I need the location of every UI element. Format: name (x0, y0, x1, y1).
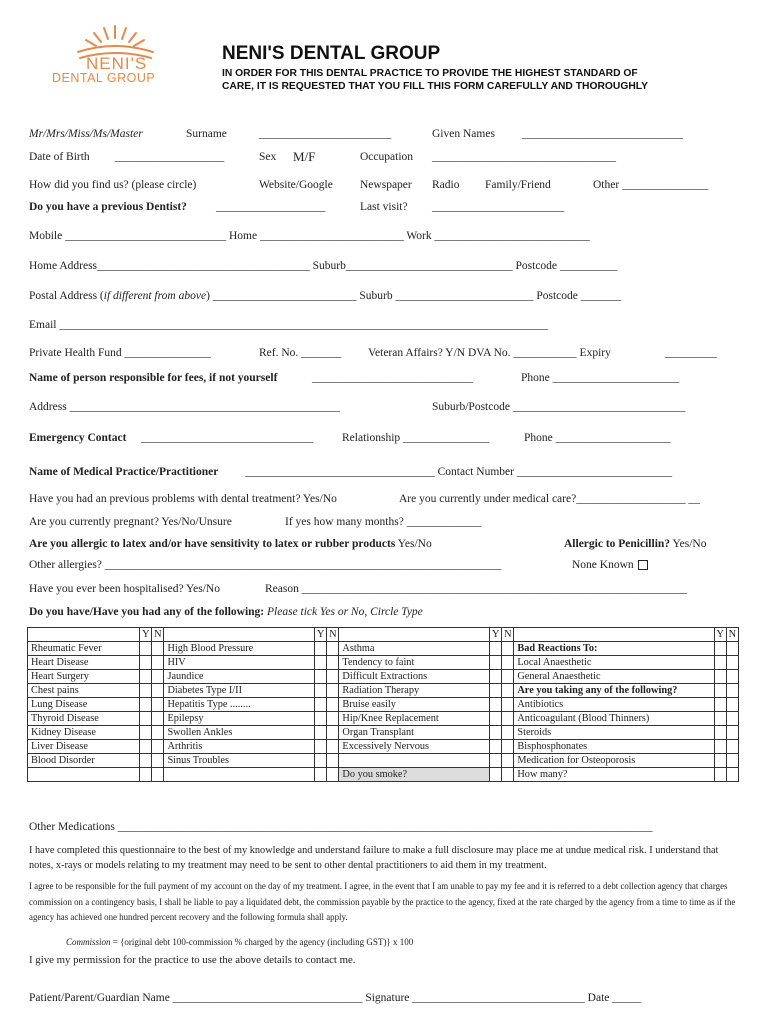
page-subtitle-line-1: IN ORDER FOR THIS DENTAL PRACTICE TO PROVIDE THE HIGHEST STANDARD OF (222, 68, 638, 79)
yes-checkbox-cell[interactable] (490, 768, 502, 782)
yes-checkbox-cell[interactable] (315, 768, 327, 782)
no-checkbox-cell[interactable] (502, 726, 514, 740)
no-checkbox-cell[interactable] (152, 656, 164, 670)
no-header: N (726, 628, 738, 642)
table-row (28, 684, 739, 698)
other-allergies-field[interactable]: Other allergies? _____________________________________________________________________ (29, 559, 502, 571)
last-visit-field[interactable]: _______________________ (432, 201, 565, 213)
condition-label: Liver Disease (28, 740, 140, 754)
no-checkbox-cell[interactable] (502, 698, 514, 712)
prev-dentist-field[interactable]: ___________________ (216, 201, 326, 213)
title-options[interactable]: Mr/Mrs/Miss/Ms/Master (29, 128, 143, 140)
no-checkbox-cell[interactable] (327, 684, 339, 698)
dob-field[interactable]: ___________________ (115, 151, 225, 163)
no-header: N (327, 628, 339, 642)
table-header-cell (339, 628, 490, 642)
no-checkbox-cell[interactable] (327, 698, 339, 712)
table-header-cell (164, 628, 315, 642)
no-checkbox-cell[interactable] (327, 726, 339, 740)
yes-checkbox-cell[interactable] (714, 642, 726, 656)
logo (48, 22, 183, 87)
yes-checkbox-cell[interactable] (490, 740, 502, 754)
none-known-checkbox[interactable] (638, 560, 648, 570)
occupation-label: Occupation (360, 151, 414, 163)
table-row (28, 670, 739, 684)
yes-header: Y (490, 628, 502, 642)
latex-yes-no[interactable]: Yes/No (397, 538, 432, 550)
dob-label: Date of Birth (29, 151, 90, 163)
responsible-address[interactable]: Address _______________________________________________ (29, 401, 340, 413)
penicillin-yes-no[interactable]: Yes/No (672, 538, 707, 550)
page-title: NENI'S DENTAL GROUP (222, 43, 441, 64)
commission-formula (66, 937, 413, 947)
condition-label: Blood Disorder (28, 754, 140, 768)
months-question[interactable]: If yes how many months? _____________ (285, 516, 482, 528)
table-row (28, 768, 739, 782)
no-checkbox-cell[interactable] (726, 740, 738, 754)
no-checkbox-cell[interactable] (327, 712, 339, 726)
yes-checkbox-cell[interactable] (140, 684, 152, 698)
last-visit-label: Last visit? (360, 201, 408, 213)
occupation-field[interactable]: ________________________________ (432, 151, 616, 163)
find-us-radio[interactable]: Radio (432, 179, 460, 191)
yes-checkbox-cell[interactable] (490, 642, 502, 656)
yes-checkbox-cell[interactable] (714, 698, 726, 712)
table-header-cell (514, 628, 714, 642)
yes-header: Y (315, 628, 327, 642)
condition-label: Jaundice (164, 670, 315, 684)
no-checkbox-cell[interactable] (726, 726, 738, 740)
yes-checkbox-cell[interactable] (490, 656, 502, 670)
responsible-field[interactable]: ____________________________ (312, 372, 473, 384)
no-checkbox-cell[interactable] (502, 754, 514, 768)
yes-checkbox-cell[interactable] (714, 656, 726, 670)
penicillin-question[interactable] (564, 538, 706, 550)
yes-checkbox-cell[interactable] (490, 698, 502, 712)
condition-label: Organ Transplant (339, 726, 490, 740)
yes-header: Y (714, 628, 726, 642)
table-row (28, 712, 739, 726)
postal-address-note: if different from above (103, 290, 207, 302)
payment-terms-text: I agree to be responsible for the full payment of my account on the day of my treatment. I agree, in the event that I am unable to pay my fee and it is referred to a debt collection agency that charges commission on a contingency basis, I shall be liable to pay a liquidated debt, the commission payable by the practice to the agency, fixed at the rate charged by the agency from a time to time as if the agency has achieved one hundred percent recovery and the following formula shall apply. (29, 881, 736, 922)
condition-label: Kidney Disease (28, 726, 140, 740)
reason-field[interactable]: Reason ___________________________________________________________________ (265, 583, 687, 595)
condition-label (339, 754, 490, 768)
declaration-text: I have completed this questionnaire to the best of my knowledge and understand failure to make a full disclosure may place me at undue medical risk. I understand that notes, x-rays or models relating to my treatment may need to be sent to other dental practitioners to aid them in my treatment. (29, 845, 719, 871)
no-checkbox-cell[interactable] (502, 642, 514, 656)
find-us-family[interactable]: Family/Friend (485, 179, 551, 191)
no-checkbox-cell[interactable] (502, 684, 514, 698)
yes-checkbox-cell[interactable] (714, 712, 726, 726)
yes-checkbox-cell[interactable] (490, 754, 502, 768)
yes-checkbox-cell[interactable] (315, 698, 327, 712)
logo-subtitle: DENTAL GROUP (52, 71, 156, 85)
no-checkbox-cell[interactable] (152, 740, 164, 754)
yes-checkbox-cell[interactable] (714, 768, 726, 782)
yes-checkbox-cell[interactable] (714, 670, 726, 684)
surname-label: Surname (186, 128, 227, 140)
conditions-heading (29, 606, 423, 618)
yes-checkbox-cell[interactable] (490, 712, 502, 726)
condition-label: Thyroid Disease (28, 712, 140, 726)
no-checkbox-cell[interactable] (327, 768, 339, 782)
no-checkbox-cell[interactable] (327, 754, 339, 768)
find-us-other[interactable]: Other _______________ (593, 179, 709, 191)
condition-label: Are you taking any of the following? (514, 684, 714, 698)
relationship-field[interactable]: Relationship _______________ (342, 432, 490, 444)
condition-label: Hip/Knee Replacement (339, 712, 490, 726)
email-row[interactable]: Email _____________________________________________________________________________________ (29, 319, 549, 331)
yes-checkbox-cell[interactable] (140, 754, 152, 768)
postal-address-label: Postal Address ( (29, 290, 104, 302)
no-checkbox-cell[interactable] (152, 684, 164, 698)
table-row (28, 740, 739, 754)
latex-label: Are you allergic to latex and/or have sensitivity to latex or rubber products (29, 538, 396, 550)
health-fund-field[interactable]: Private Health Fund _______________ (29, 347, 211, 359)
condition-label: Tendency to faint (339, 656, 490, 670)
yes-checkbox-cell[interactable] (315, 712, 327, 726)
yes-checkbox-cell[interactable] (490, 726, 502, 740)
page-subtitle-line-2: CARE, IT IS REQUESTED THAT YOU FILL THIS FORM CAREFULLY AND THOROUGHLY (222, 81, 649, 92)
medical-practice-field[interactable]: _________________________________ Contact Number ___________________________ (245, 466, 673, 478)
condition-label: Bruise easily (339, 698, 490, 712)
latex-question[interactable] (29, 538, 432, 550)
no-checkbox-cell[interactable] (327, 670, 339, 684)
condition-label: Rheumatic Fever (28, 642, 140, 656)
no-checkbox-cell[interactable] (726, 754, 738, 768)
condition-label: Heart Surgery (28, 670, 140, 684)
table-row (28, 726, 739, 740)
yes-checkbox-cell[interactable] (490, 670, 502, 684)
yes-checkbox-cell[interactable] (315, 754, 327, 768)
conditions-heading-note: Please tick Yes or No, Circle Type (267, 606, 423, 618)
condition-label: High Blood Pressure (164, 642, 315, 656)
penicillin-label: Allergic to Penicillin? (564, 538, 671, 550)
postal-address-fields[interactable]: ) _________________________ Suburb ________________________ Postcode _______ (206, 290, 622, 302)
no-checkbox-cell[interactable] (152, 642, 164, 656)
no-checkbox-cell[interactable] (152, 670, 164, 684)
condition-label: Sinus Troubles (164, 754, 315, 768)
condition-label: Antibiotics (514, 698, 714, 712)
other-medications-field[interactable]: Other Medications _____________________________________________________________________________________________ (29, 821, 653, 833)
no-checkbox-cell[interactable] (152, 712, 164, 726)
yes-checkbox-cell[interactable] (140, 726, 152, 740)
commission-formula-text: = {original debt 100-commission % charged by the agency (including GST)} x 100 (110, 937, 414, 947)
no-checkbox-cell[interactable] (152, 698, 164, 712)
no-checkbox-cell[interactable] (726, 712, 738, 726)
condition-label: Difficult Extractions (339, 670, 490, 684)
none-known-label: None Known (572, 559, 634, 571)
yes-checkbox-cell[interactable] (315, 670, 327, 684)
emergency-field[interactable]: ______________________________ (141, 432, 314, 444)
condition-label: Diabetes Type I/II (164, 684, 315, 698)
yes-checkbox-cell[interactable] (315, 740, 327, 754)
table-header-row (28, 628, 739, 642)
condition-label: How many? (514, 768, 714, 782)
no-checkbox-cell[interactable] (502, 768, 514, 782)
responsible-label: Name of person responsible for fees, if not yourself (29, 372, 278, 384)
prev-dentist-label: Do you have a previous Dentist? (29, 201, 187, 213)
veteran-field[interactable]: Veteran Affairs? Y/N DVA No. ___________ Expiry (368, 347, 611, 359)
table-header-cell (28, 628, 140, 642)
under-care-question[interactable]: Are you currently under medical care?___________________ __ (399, 493, 700, 505)
condition-label: Lung Disease (28, 698, 140, 712)
sex-options[interactable]: M/F (293, 149, 316, 164)
condition-label: Medication for Osteoporosis (514, 754, 714, 768)
given-names-field[interactable]: ____________________________ (522, 128, 683, 140)
yes-checkbox-cell[interactable] (714, 684, 726, 698)
expiry-field[interactable]: _________ (665, 347, 717, 359)
condition-label: Radiation Therapy (339, 684, 490, 698)
no-header: N (502, 628, 514, 642)
find-us-website[interactable]: Website/Google (259, 179, 333, 191)
yes-checkbox-cell[interactable] (140, 698, 152, 712)
yes-checkbox-cell[interactable] (140, 740, 152, 754)
no-header: N (152, 628, 164, 642)
no-checkbox-cell[interactable] (502, 740, 514, 754)
yes-checkbox-cell[interactable] (315, 726, 327, 740)
no-checkbox-cell[interactable] (327, 740, 339, 754)
yes-checkbox-cell[interactable] (315, 684, 327, 698)
prev-problems-question[interactable]: Have you had an previous problems with dental treatment? Yes/No (29, 493, 337, 505)
home-address-row[interactable]: Home Address_____________________________________ Suburb_____________________________ Postcode __________ (29, 260, 618, 272)
permission-text: I give my permission for the practice to use the above details to contact me. (29, 954, 356, 966)
condition-label: Local Anaesthetic (514, 656, 714, 670)
condition-label: Do you smoke? (339, 768, 490, 782)
condition-label: General Anaesthetic (514, 670, 714, 684)
yes-checkbox-cell[interactable] (315, 642, 327, 656)
responsible-suburb-postcode[interactable]: Suburb/Postcode ______________________________ (432, 401, 686, 413)
yes-checkbox-cell[interactable] (140, 656, 152, 670)
no-checkbox-cell[interactable] (152, 726, 164, 740)
phone-numbers-row[interactable]: Mobile ____________________________ Home _________________________ Work ___________________________ (29, 230, 590, 242)
condition-label: Anticoagulant (Blood Thinners) (514, 712, 714, 726)
table-row (28, 656, 739, 670)
hospitalised-question[interactable]: Have you ever been hospitalised? Yes/No (29, 583, 220, 595)
given-names-label: Given Names (432, 128, 495, 140)
no-checkbox-cell[interactable] (726, 642, 738, 656)
no-checkbox-cell[interactable] (327, 642, 339, 656)
condition-label: Asthma (339, 642, 490, 656)
find-us-newspaper[interactable]: Newspaper (360, 179, 412, 191)
signature-row[interactable]: Patient/Parent/Guardian Name _________________________________ Signature ______________________________ Date _____ (29, 992, 641, 1004)
yes-checkbox-cell[interactable] (140, 642, 152, 656)
surname-field[interactable]: _______________________ (259, 128, 392, 140)
table-row (28, 642, 739, 656)
no-checkbox-cell[interactable] (726, 698, 738, 712)
condition-label: Heart Disease (28, 656, 140, 670)
table-row (28, 754, 739, 768)
condition-label: Bisphosphonates (514, 740, 714, 754)
yes-checkbox-cell[interactable] (490, 684, 502, 698)
yes-checkbox-cell[interactable] (315, 656, 327, 670)
condition-label: Bad Reactions To: (514, 642, 714, 656)
condition-label: Excessively Nervous (339, 740, 490, 754)
sex-label: Sex (259, 151, 277, 163)
yes-header: Y (140, 628, 152, 642)
conditions-heading-bold: Do you have/Have you had any of the following: (29, 606, 265, 618)
yes-checkbox-cell[interactable] (140, 712, 152, 726)
condition-label: Epilepsy (164, 712, 315, 726)
no-checkbox-cell[interactable] (502, 712, 514, 726)
responsible-phone[interactable]: Phone ______________________ (521, 372, 680, 384)
ref-no-field[interactable]: Ref. No. _______ (259, 347, 342, 359)
emergency-phone[interactable]: Phone ____________________ (524, 432, 671, 444)
condition-label: Chest pains (28, 684, 140, 698)
condition-label (164, 768, 315, 782)
condition-label: Hepatitis Type ........ (164, 698, 315, 712)
no-checkbox-cell[interactable] (502, 656, 514, 670)
none-known-option[interactable] (572, 559, 648, 571)
condition-label: Arthritis (164, 740, 315, 754)
pregnant-question[interactable]: Are you currently pregnant? Yes/No/Unsure (29, 516, 232, 528)
find-us-label: How did you find us? (please circle) (29, 179, 197, 191)
condition-label: Steroids (514, 726, 714, 740)
no-checkbox-cell[interactable] (327, 656, 339, 670)
no-checkbox-cell[interactable] (152, 754, 164, 768)
medical-history-table (27, 627, 739, 782)
yes-checkbox-cell[interactable] (714, 726, 726, 740)
no-checkbox-cell[interactable] (726, 768, 738, 782)
yes-checkbox-cell[interactable] (140, 670, 152, 684)
yes-checkbox-cell[interactable] (714, 740, 726, 754)
no-checkbox-cell[interactable] (152, 768, 164, 782)
no-checkbox-cell[interactable] (726, 656, 738, 670)
condition-label: Swollen Ankles (164, 726, 315, 740)
no-checkbox-cell[interactable] (726, 684, 738, 698)
commission-label: Commission (66, 937, 111, 947)
logo-name: NENI'S (86, 54, 148, 73)
medical-practice-label: Name of Medical Practice/Practitioner (29, 466, 219, 478)
no-checkbox-cell[interactable] (502, 670, 514, 684)
yes-checkbox-cell[interactable] (140, 768, 152, 782)
postal-address-row[interactable] (29, 290, 621, 302)
emergency-label: Emergency Contact (29, 432, 127, 444)
condition-label: HIV (164, 656, 315, 670)
yes-checkbox-cell[interactable] (714, 754, 726, 768)
table-row (28, 698, 739, 712)
no-checkbox-cell[interactable] (726, 670, 738, 684)
condition-label (28, 768, 140, 782)
